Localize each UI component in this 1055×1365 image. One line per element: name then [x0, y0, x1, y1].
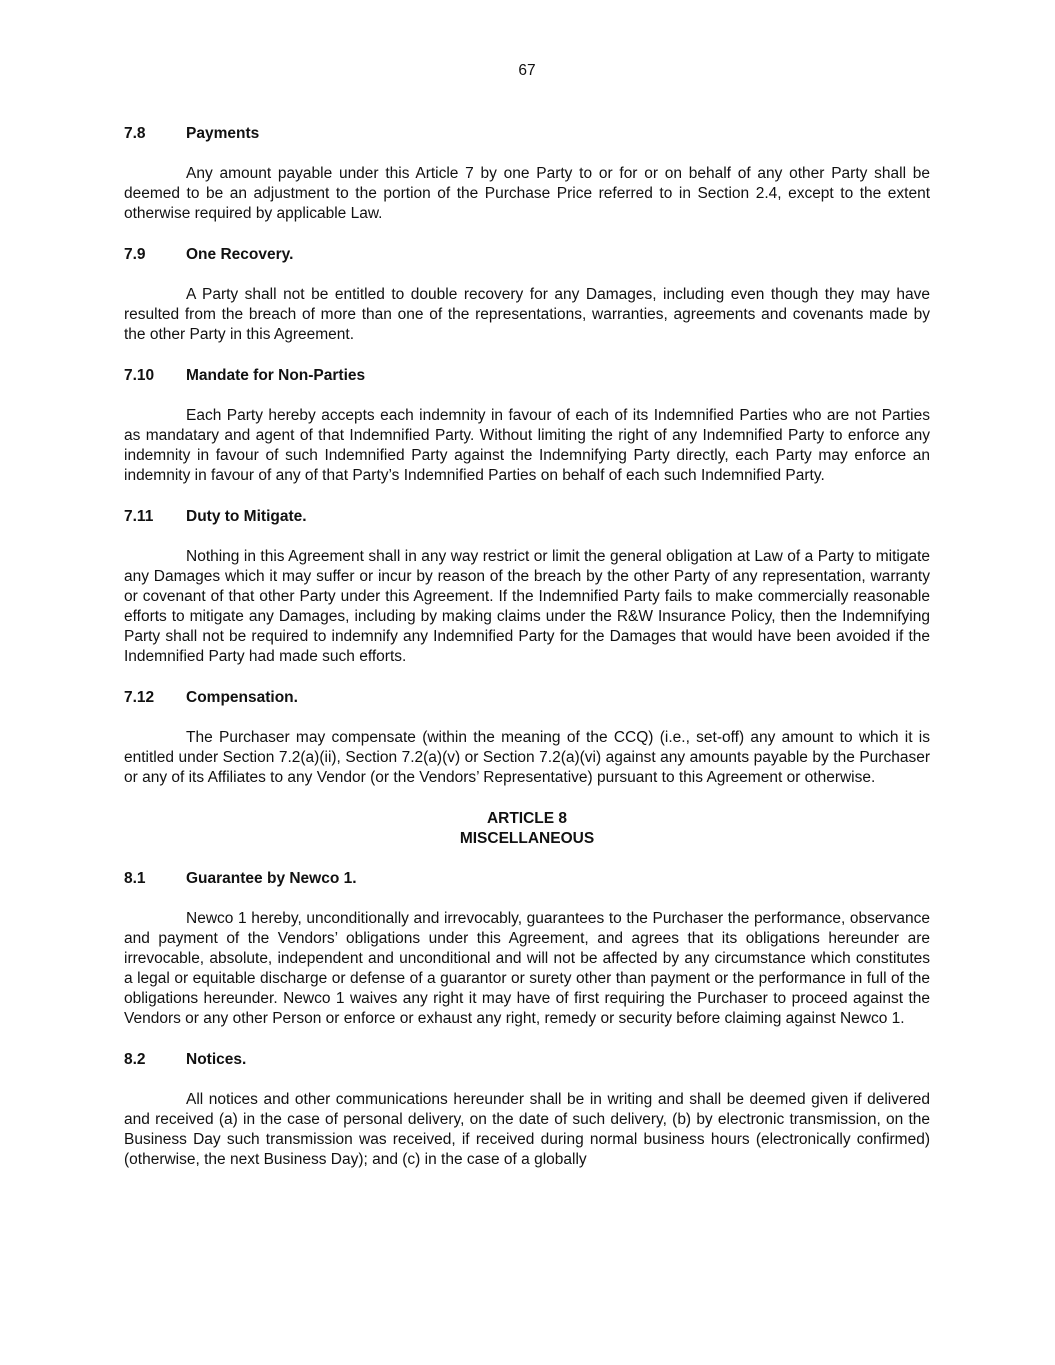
section-heading: [124, 1050, 930, 1070]
section-8-2: [124, 1050, 930, 1170]
section-heading: [124, 688, 930, 708]
page-content: [124, 124, 930, 1170]
section-7-10: [124, 366, 930, 486]
section-body: Any amount payable under this Article 7 by one Party to or for or on behalf of any other Party shall be deemed to be an adjustment to the portion of the Purchase Price referred to in Section 2.4, except to the extent otherwise required by applicable Law.: [124, 165, 930, 222]
section-number: 7.9: [124, 246, 146, 263]
section-number: 7.11: [124, 508, 154, 525]
section-number: 8.1: [124, 870, 146, 887]
section-body: A Party shall not be entitled to double recovery for any Damages, including even though they may have resulted from the breach of more than one of the representations, warranties, agreements and covenants made by the other Party in this Agreement.: [124, 286, 930, 343]
section-title: Notices.: [186, 1051, 247, 1068]
section-title: Payments: [186, 125, 260, 142]
section-body: The Purchaser may compensate (within the meaning of the CCQ) (i.e., set-off) any amount to which it is entitled under Section 7.2(a)(ii), Section 7.2(a)(v) or Section 7.2(a)(vi) against any amounts payable by the Purchaser or any of its Affiliates to any Vendor (or the Vendors’ Representative) pursuant to this Agreement or otherwise.: [124, 729, 930, 786]
section-7-12: [124, 688, 930, 788]
section-heading: [124, 869, 930, 889]
section-8-1: [124, 869, 930, 1029]
section-title: Compensation.: [186, 689, 298, 706]
article-number: ARTICLE 8: [486, 810, 568, 827]
section-heading: [124, 245, 930, 265]
article-title: MISCELLANEOUS: [459, 830, 595, 847]
section-body: Newco 1 hereby, unconditionally and irrevocably, guarantees to the Purchaser the performance, observance and payment of the Vendors’ obligations under this Agreement, and agrees that its obligations hereunder are irrevocable, absolute, independent and unconditional and will not be affected by any circumstance which constitutes a legal or equitable discharge or defense of a guarantor or surety other than payment or the performance in full of the obligations hereunder. Newco 1 waives any right it may have of first requiring the Purchaser to proceed against the Vendors or any other Person or enforce or exhaust any right, remedy or security before claiming against Newco 1.: [124, 910, 930, 1027]
section-7-8: [124, 124, 930, 224]
section-number: 8.2: [124, 1051, 146, 1068]
section-title: One Recovery.: [186, 246, 294, 263]
section-heading: [124, 124, 930, 144]
section-number: 7.8: [124, 125, 146, 142]
page-number: 67: [518, 62, 536, 79]
section-7-9: [124, 245, 930, 345]
section-heading: [124, 366, 930, 386]
article-heading: [124, 809, 930, 849]
section-number: 7.10: [124, 367, 155, 384]
section-body: All notices and other communications hereunder shall be in writing and shall be deemed given if delivered and received (a) in the case of personal delivery, on the date of such delivery, (b) by electronic transmission, on the Business Day such transmission was received, if received during normal business hours (electronically confirmed) (otherwise, the next Business Day); and (c) in the case of a globally: [124, 1091, 930, 1168]
section-title: Guarantee by Newco 1.: [186, 870, 357, 887]
section-body: Each Party hereby accepts each indemnity in favour of each of its Indemnified Parties who are not Parties as mandatary and agent of that Indemnified Party. Without limiting the right of any Indemnified Party to enforce any indemnity in favour of such Indemnified Party against the Indemnifying Party directly, each Party may enforce an indemnity in favour of any of that Party’s Indemnified Parties on behalf of each such Indemnified Party.: [124, 407, 930, 484]
document-page: [124, 0, 930, 1365]
section-title: Mandate for Non-Parties: [186, 367, 366, 384]
section-body: Nothing in this Agreement shall in any way restrict or limit the general obligation at Law of a Party to mitigate any Damages which it may suffer or incur by reason of the breach by the other Party of any representation, warranty or covenant of that other Party under this Agreement. If the Indemnified Party fails to make commercially reasonable efforts to mitigate any Damages, including by making claims under the R&W Insurance Policy, then the Indemnifying Party shall not be required to indemnify any Indemnified Party for the Damages that would have been avoided if the Indemnified Party had made such efforts.: [124, 548, 930, 665]
section-title: Duty to Mitigate.: [186, 508, 307, 525]
section-heading: [124, 507, 930, 527]
section-number: 7.12: [124, 689, 155, 706]
section-7-11: [124, 507, 930, 667]
